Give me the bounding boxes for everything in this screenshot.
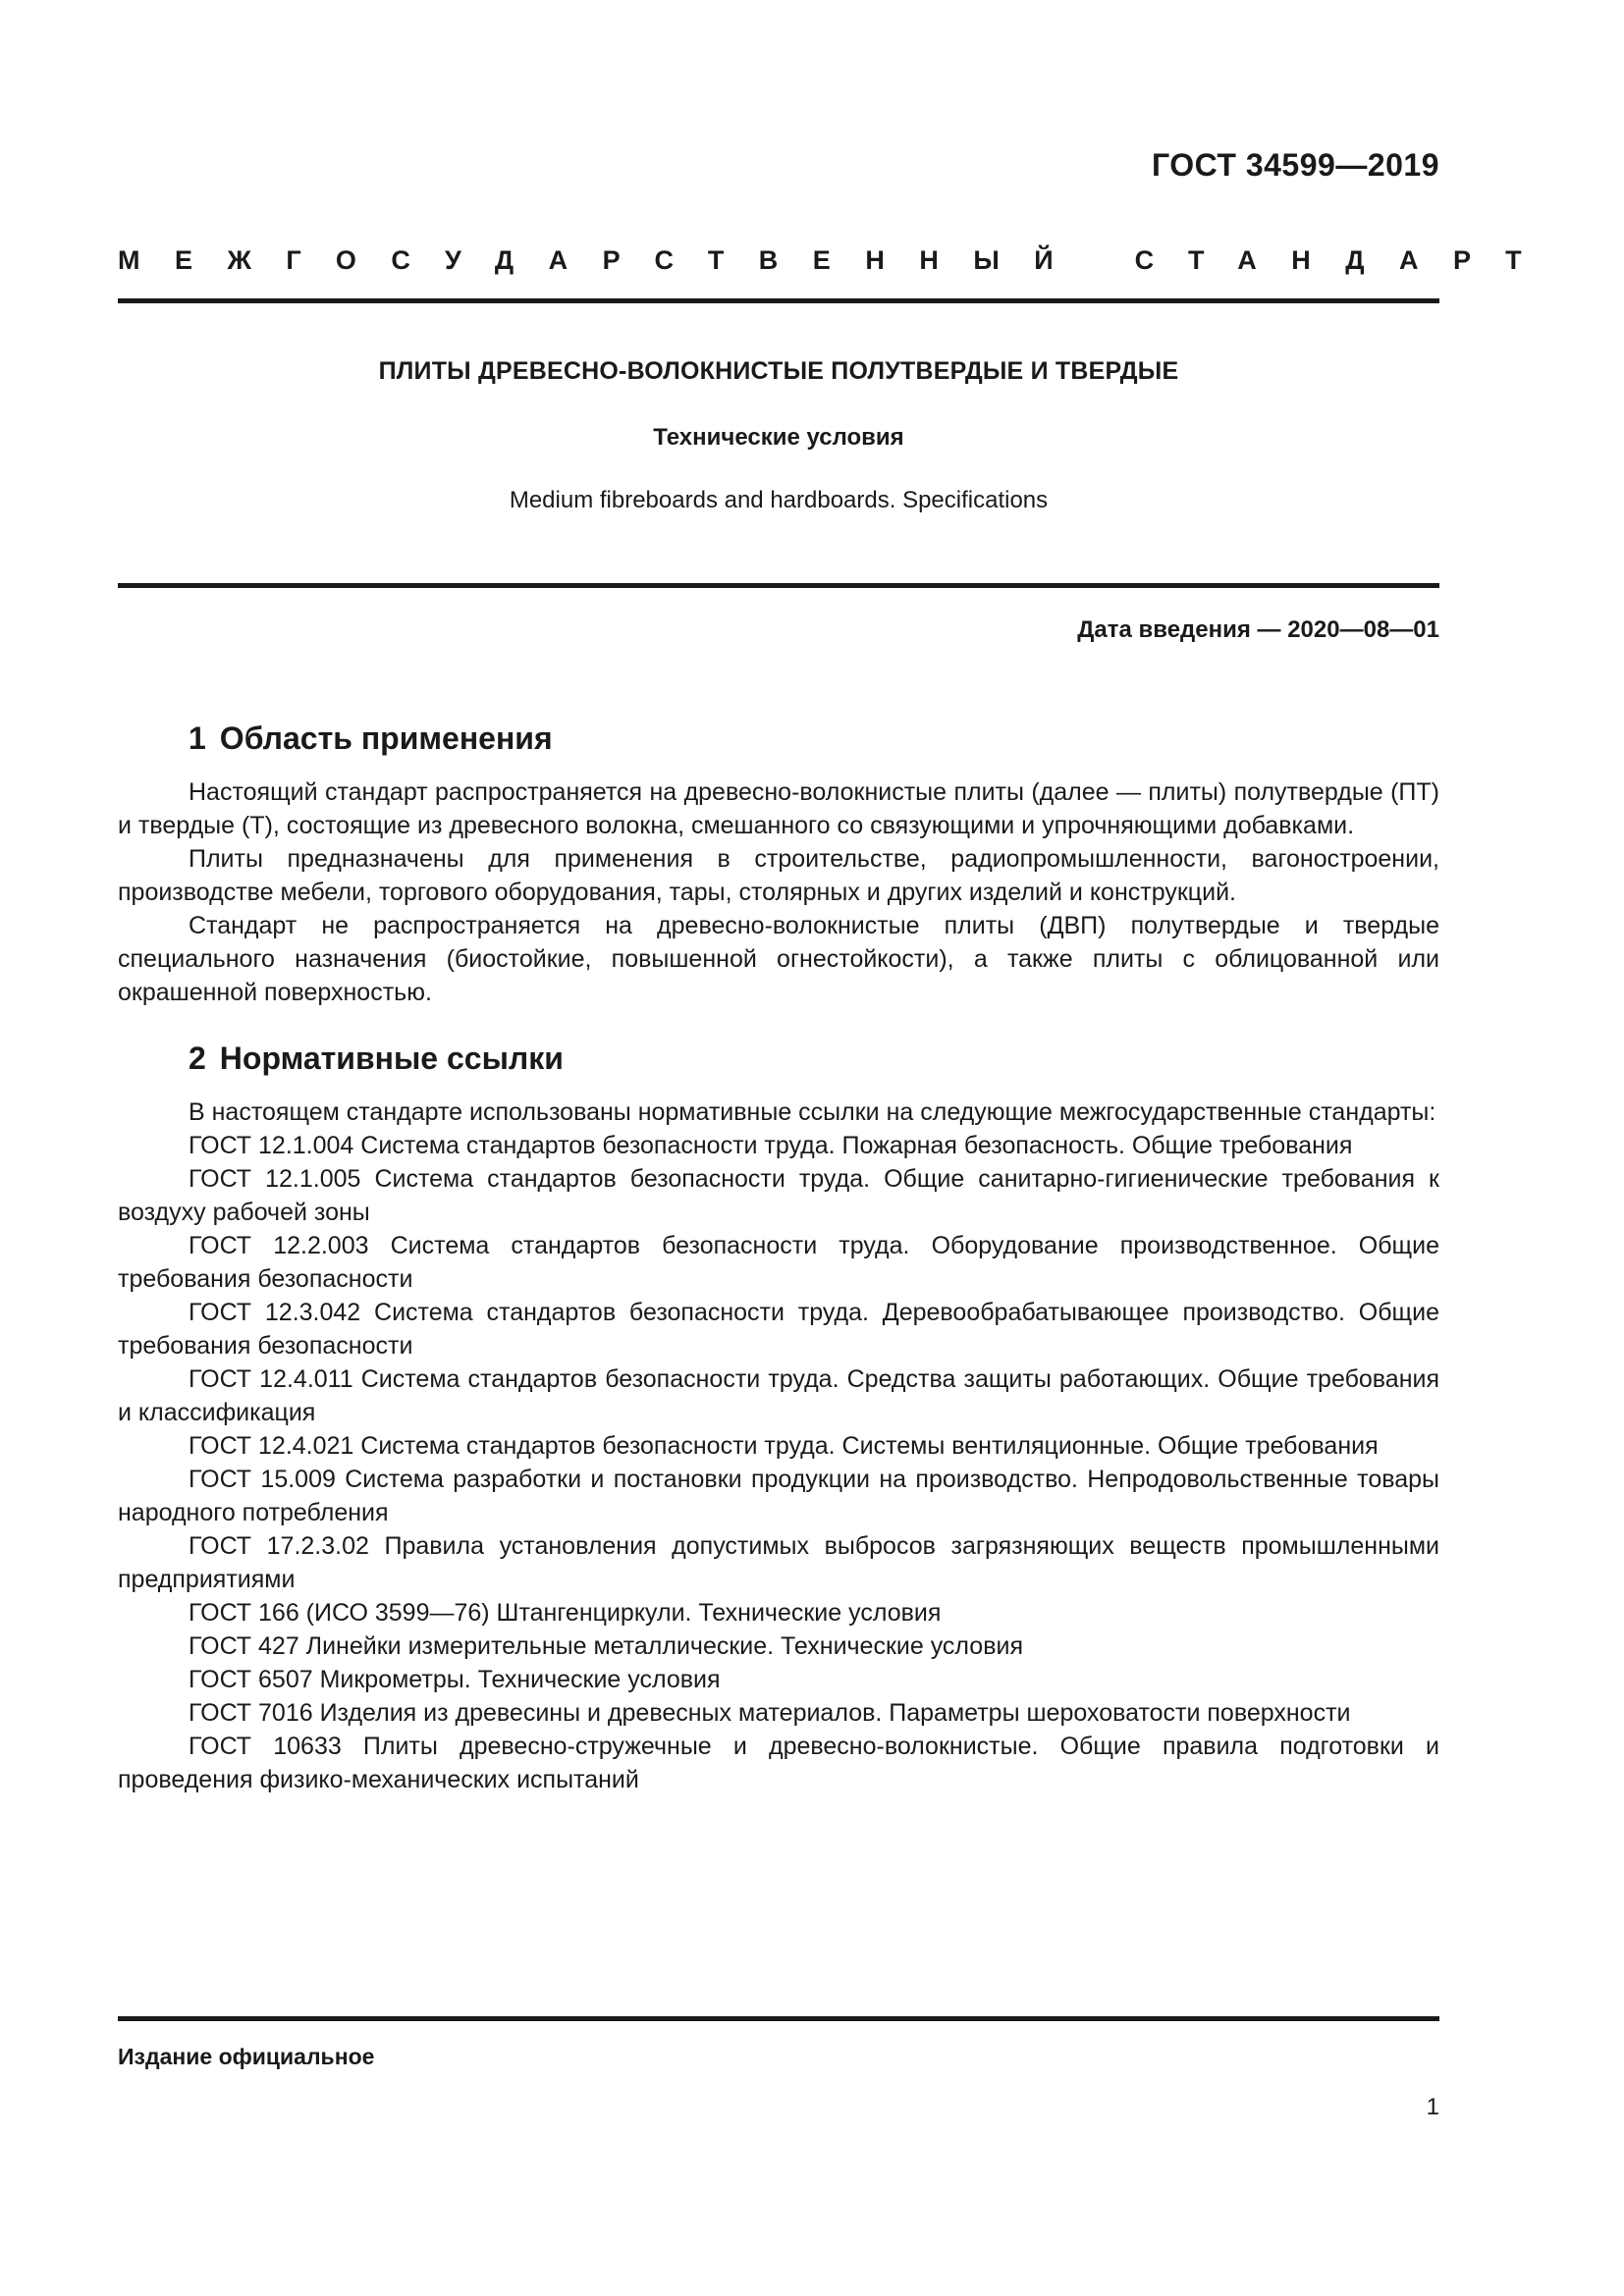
document-page: [118, 0, 1557, 2296]
section-number: 1: [189, 721, 206, 756]
reference-item: ГОСТ 12.2.003 Система стандартов безопасности труда. Оборудование производственное. Общие требования безопасности: [118, 1232, 1439, 1293]
section-title: Область применения: [219, 721, 553, 756]
document-subtitle: Технические условия: [653, 424, 904, 451]
reference-item: ГОСТ 7016 Изделия из древесины и древесных материалов. Параметры шероховатости поверхности: [189, 1699, 1351, 1727]
banner-word-standard: СТАНДАРТ: [1134, 245, 1557, 275]
reference-item: ГОСТ 12.4.011 Система стандартов безопасности труда. Средства защиты работающих. Общие требования и классификация: [118, 1365, 1439, 1426]
paragraph: Настоящий стандарт распространяется на древесно-волокнистые плиты (далее — плиты) полутвердые (ПТ) и твердые (Т), состоящие из древесного волокна, смешанного со связующими и упрочняющими добавками.: [118, 778, 1439, 839]
page-number: 1: [1426, 2094, 1439, 2120]
reference-item: ГОСТ 12.1.004 Система стандартов безопасности труда. Пожарная безопасность. Общие требования: [189, 1132, 1353, 1159]
paragraph: Стандарт не распространяется на древесно-волокнистые плиты (ДВП) полутвердые и твердые специального назначения (биостойкие, повышенной огнестойкости), а также плиты с облицованной или окрашенной поверхностью.: [118, 912, 1439, 1006]
section-heading: [189, 715, 1439, 762]
banner-word-interstate: МЕЖГОСУДАРСТВЕННЫЙ: [118, 245, 1089, 275]
title-rule: [118, 583, 1439, 588]
footer-rule: [118, 2016, 1439, 2021]
document-title: ПЛИТЫ ДРЕВЕСНО-ВОЛОКНИСТЫЕ ПОЛУТВЕРДЫЕ И ТВЕРДЫЕ: [378, 357, 1179, 385]
paragraph: Плиты предназначены для применения в строительстве, радиопромышленности, вагоностроении, производстве мебели, торгового оборудования, тары, столярных и других изделий и конструкций.: [118, 845, 1439, 906]
introduction-date: Дата введения — 2020—08—01: [1077, 616, 1439, 643]
standard-type-banner: [118, 245, 1557, 276]
document-number: ГОСТ 34599—2019: [1151, 147, 1439, 183]
official-edition-label: Издание официальное: [118, 2044, 375, 2069]
section-title: Нормативные ссылки: [219, 1041, 564, 1076]
section-normative-references: [118, 1035, 1439, 1796]
reference-item: ГОСТ 166 (ИСО 3599—76) Штангенциркули. Технические условия: [189, 1599, 942, 1627]
paragraph: В настоящем стандарте использованы нормативные ссылки на следующие межгосударственные стандарты:: [189, 1098, 1436, 1126]
reference-item: ГОСТ 10633 Плиты древесно-стружечные и древесно-волокнистые. Общие правила подготовки и проведения физико-механических испытаний: [118, 1733, 1439, 1793]
section-scope: [118, 715, 1439, 1009]
reference-item: ГОСТ 6507 Микрометры. Технические условия: [189, 1666, 721, 1693]
document-body: [118, 715, 1439, 1796]
section-heading: [189, 1035, 1439, 1082]
reference-item: ГОСТ 427 Линейки измерительные металлические. Технические условия: [189, 1632, 1023, 1660]
section-number: 2: [189, 1041, 206, 1076]
reference-item: ГОСТ 12.3.042 Система стандартов безопасности труда. Деревообрабатывающее производство. Общие требования безопасности: [118, 1299, 1439, 1360]
reference-item: ГОСТ 12.4.021 Система стандартов безопасности труда. Системы вентиляционные. Общие требования: [189, 1432, 1379, 1460]
reference-item: ГОСТ 17.2.3.02 Правила установления допустимых выбросов загрязняющих веществ промышленными предприятиями: [118, 1532, 1439, 1593]
english-title: Medium fibreboards and hardboards. Specifications: [509, 487, 1049, 513]
reference-item: ГОСТ 15.009 Система разработки и постановки продукции на производство. Непродовольственные товары народного потребления: [118, 1466, 1439, 1526]
header-rule: [118, 298, 1439, 303]
reference-item: ГОСТ 12.1.005 Система стандартов безопасности труда. Общие санитарно-гигиенические требования к воздуху рабочей зоны: [118, 1165, 1439, 1226]
